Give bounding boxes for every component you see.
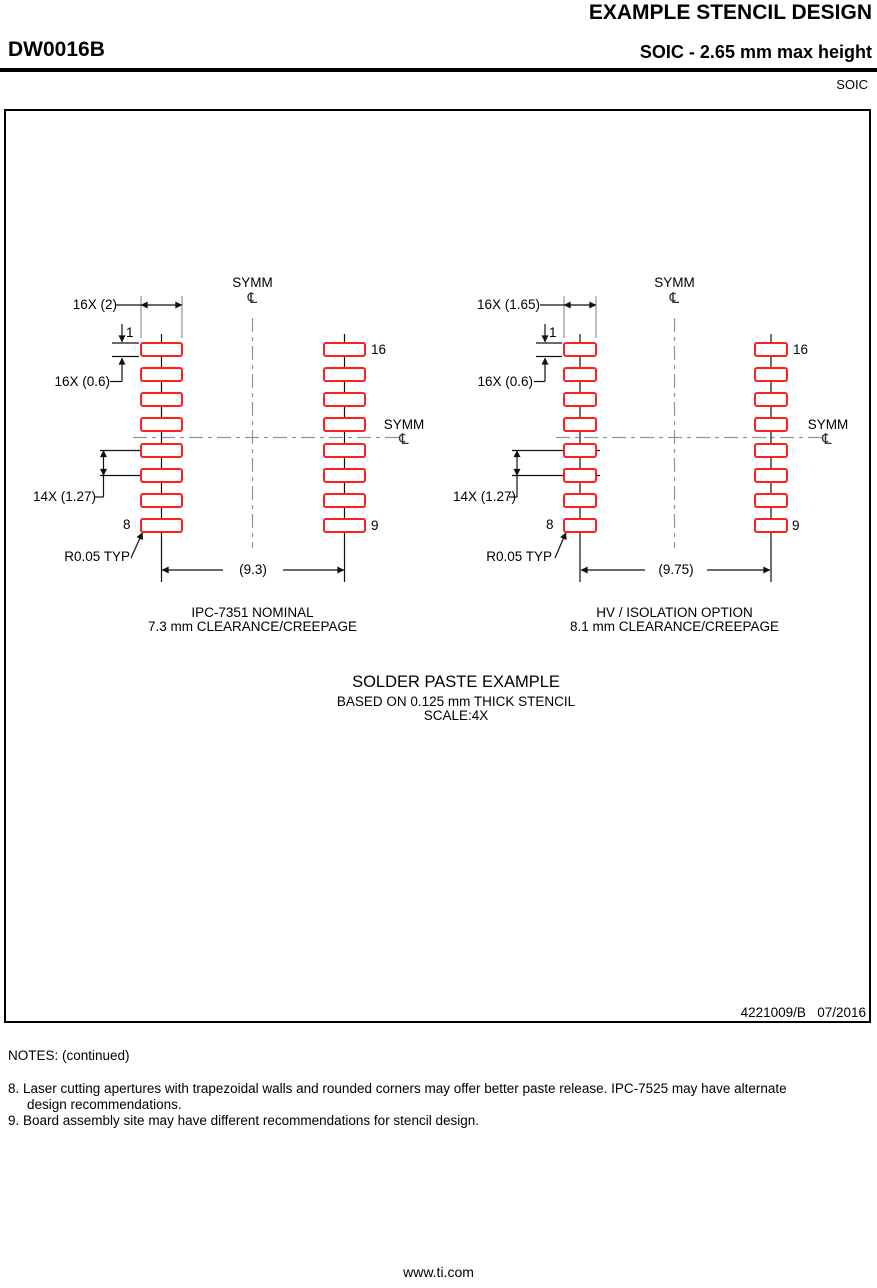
span-dimension: (9.75)	[658, 562, 694, 577]
corner-radius-note: R0.05 TYP	[64, 549, 130, 564]
note-8-line1: 8. Laser cutting apertures with trapezoidal walls and rounded corners may offer better paste release. IPC-7525 may have alternate	[8, 1081, 787, 1096]
stencil-thickness-note: BASED ON 0.125 mm THICK STENCIL	[336, 694, 576, 709]
pin-8-label: 8	[546, 517, 554, 532]
centerline-symbol: ℄	[669, 289, 680, 307]
solder-paste-title: SOLDER PASTE EXAMPLE	[352, 673, 560, 691]
note-9: 9. Board assembly site may have different recommendations for stencil design.	[8, 1113, 479, 1128]
scale-note: SCALE:4X	[423, 708, 489, 723]
pitch-dimension: 14X (1.27)	[452, 489, 516, 504]
pad-width-dimension: 16X (2)	[72, 297, 117, 312]
centerline-symbol: ℄	[399, 430, 409, 448]
pad-height-dimension: 16X (0.6)	[477, 374, 533, 389]
symm-right-label: SYMM	[383, 417, 425, 432]
symm-top-label: SYMM	[232, 275, 273, 290]
drawing-border	[4, 109, 871, 1023]
symm-right-label: SYMM	[807, 417, 849, 432]
note-8-line2: design recommendations.	[27, 1097, 182, 1112]
package-type-label: SOIC	[836, 77, 868, 92]
span-dimension: (9.3)	[239, 562, 267, 577]
diagram-caption-line1: IPC-7351 NOMINAL	[191, 605, 314, 620]
header-rule	[0, 68, 877, 72]
ti-website-link[interactable]: www.ti.com	[403, 1264, 474, 1280]
pin-8-label: 8	[123, 517, 131, 532]
pitch-dimension: 14X (1.27)	[32, 489, 96, 504]
notes-heading: NOTES: (continued)	[8, 1048, 130, 1063]
diagram-caption-line2: 8.1 mm CLEARANCE/CREEPAGE	[569, 619, 780, 634]
diagram-caption-line2: 7.3 mm CLEARANCE/CREEPAGE	[147, 619, 358, 634]
page-title: EXAMPLE STENCIL DESIGN	[588, 1, 872, 24]
pin-16-label: 16	[371, 342, 387, 357]
package-subtitle: SOIC - 2.65 mm max height	[639, 42, 872, 62]
pad-width-dimension: 16X (1.65)	[476, 297, 540, 312]
pin-9-label: 9	[792, 518, 800, 533]
pin-9-label: 9	[371, 518, 379, 533]
pin-1-label: 1	[549, 325, 557, 340]
centerline-symbol: ℄	[247, 289, 258, 307]
pad-height-dimension: 16X (0.6)	[54, 374, 110, 389]
diagram-caption-line1: HV / ISOLATION OPTION	[596, 605, 753, 620]
part-number: DW0016B	[8, 38, 105, 61]
corner-radius-note: R0.05 TYP	[486, 549, 552, 564]
drawing-number: 4221009/B 07/2016	[740, 1005, 866, 1020]
symm-top-label: SYMM	[654, 275, 695, 290]
centerline-symbol: ℄	[822, 430, 832, 448]
pin-1-label: 1	[126, 325, 134, 340]
pin-16-label: 16	[793, 342, 809, 357]
